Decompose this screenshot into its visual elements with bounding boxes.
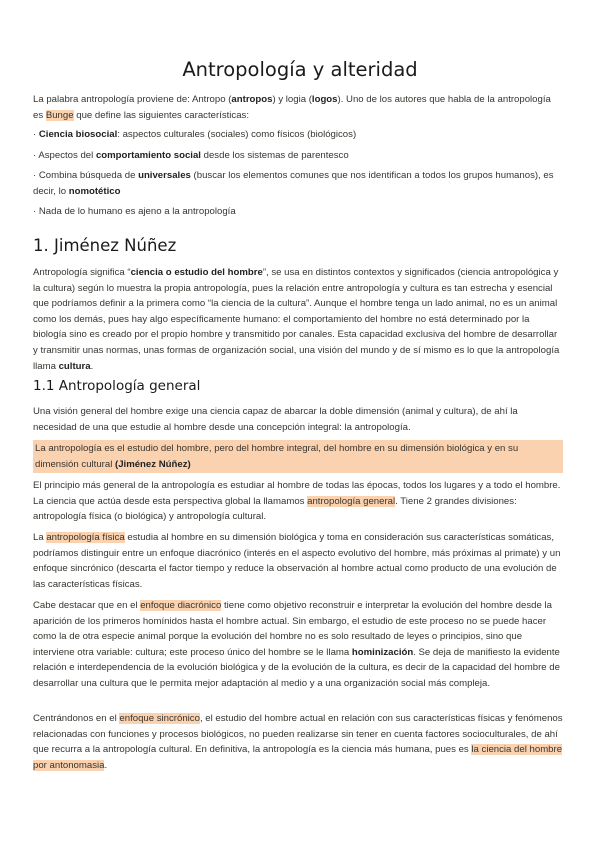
highlight-term: antropología física xyxy=(46,532,125,543)
paragraph: Centrándonos en el enfoque sincrónico, el estudio del hombre actual en relación con sus características físicas y fenómenos relacionadas con funciones y procesos biológicos, no pueden realizarse sin tener en cuenta factores socioculturales, de ahí que recurra a la antropología cultural. En definitiva, la antropología es la ciencia más humana, pues es la ciencia del hombre por antonomasia. xyxy=(33,713,563,771)
paragraph: La antropología física estudia al hombre en su dimensión biológica y toma en consideración sus características somáticas, podríamos distinguir entre un enfoque diacrónico (interés en el aspecto evolutivo del hombre, más próximas al primate) y un enfoque sincrónico (descarta el factor tiempo y reduce la observación al hombre actual como producto de una evolución de las características físicas. xyxy=(33,532,561,590)
highlight-term: enfoque diacrónico xyxy=(140,600,222,611)
bullet-item: · Aspectos del comportamiento social desde los sistemas de parentesco xyxy=(33,150,349,161)
subsection-heading: 1.1 Antropología general xyxy=(33,378,201,394)
highlight-term: antropología general xyxy=(307,495,396,507)
intro-paragraph: La palabra antropología proviene de: Antropo (antropos) y logia (logos). Uno de los autores que habla de la antropología es Bunge que define las siguientes características: xyxy=(33,94,551,121)
highlight-term: enfoque sincrónico xyxy=(119,713,200,724)
highlight-bunge: Bunge xyxy=(45,109,74,121)
section-heading: 1. Jiménez Núñez xyxy=(33,236,177,255)
page-title: Antropología y alteridad xyxy=(182,58,418,81)
bullet-item: · Ciencia biosocial: aspectos culturales (sociales) como físicos (biológicos) xyxy=(33,129,357,140)
highlighted-quote: La antropología es el estudio del hombre, pero del hombre integral, del hombre en su dimensión biológica y en su dimensión cultural (Jiménez Núñez) xyxy=(33,440,563,473)
paragraph: Una visión general del hombre exige una ciencia capaz de abarcar la doble dimensión (animal y cultura), de ahí la necesidad de una que estudie al hombre desde una concepción integral: la antropología. xyxy=(33,406,518,433)
bullet-item: · Nada de lo humano es ajeno a la antropología xyxy=(33,206,236,217)
highlight-term: la ciencia del hombre por antonomasia xyxy=(33,744,563,771)
bullet-item: · Combina búsqueda de universales (buscar los elementos comunes que nos identifican a todos los grupos humanos), es decir, lo nomotético xyxy=(33,170,554,197)
section1-paragraph: Antropología significa “ciencia o estudio del hombre”, se usa en distintos contextos y significados (ciencia antropológica y la cultura) según lo muestra la propia antropología, pues la relación entre antropología y cultura es tan estrecha y esencial que podríamos definir a la primera como “la ciencia de la cultura”. Aunque el hombre tenga un lado animal, no es un animal como los demás, pues hay algo específicamente humano: el comportamiento del hombre no está determinado por la biología sino es creado por el propio hombre y transmitido por canales. Esta capacidad exclusiva del hombre de desarrollar y transmitir unas normas, unas formas de organización social, una visión del mundo y de sí mismo es lo que la antropología llama cultura. xyxy=(33,267,560,372)
paragraph: Cabe destacar que en el enfoque diacrónico tiene como objetivo reconstruir e interpretar la evolución del hombre desde la aparición de los primeros homínidos hasta el hombre actual. Sin embargo, el estudio de este proceso no se puede hacer como la de otra especie animal porque la evolución del hombre no es solo resultado de leyes o principios, sino que interviene otra variable: cultura; este proceso único del hombre se le llama hominización. Se deja de manifiesto la evidente relación e interdependencia de la evolución biológica y de la evolución de la cultura, es decir de la capacidad del hombre de desarrollar una cultura que le permita mejor adaptación al medio y a una organización social más compleja. xyxy=(33,600,560,689)
paragraph: El principio más general de la antropología es estudiar al hombre de todas las épocas, todos los lugares y a todo el hombre. La ciencia que actúa desde esta perspectiva global la llamamos antropología general. Tiene 2 grandes divisiones: antropología física (o biológica) y antropología cultural. xyxy=(33,480,561,523)
